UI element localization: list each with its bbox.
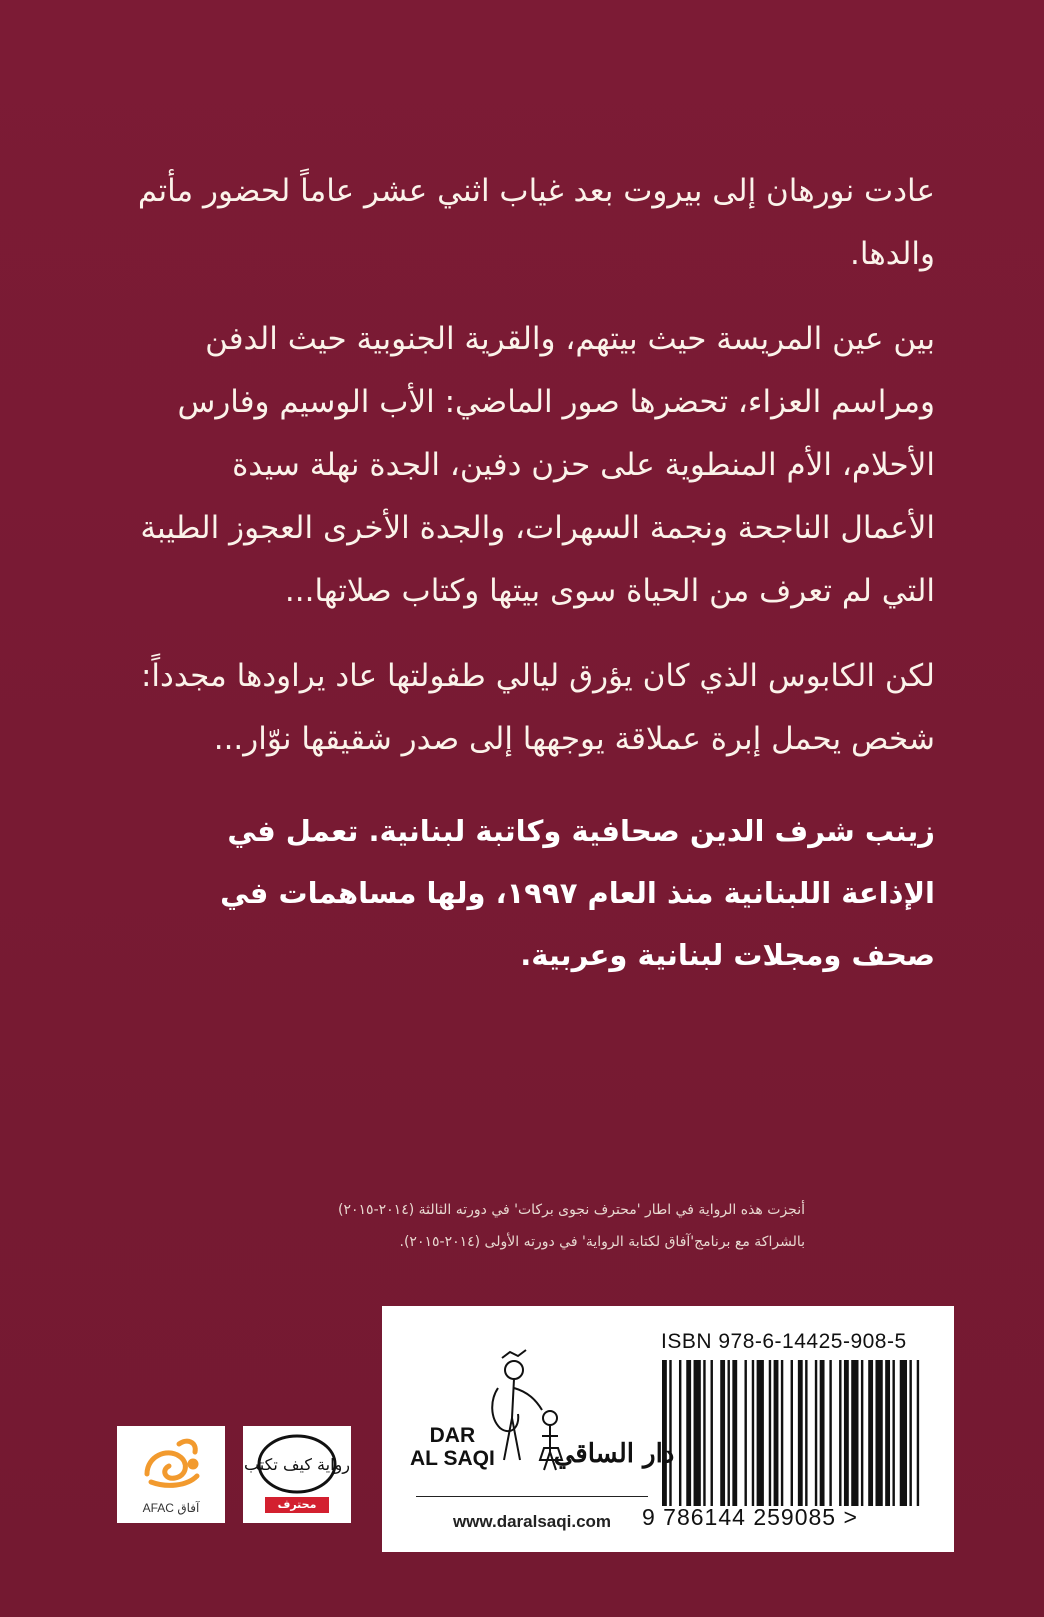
afac-logo — [117, 1426, 225, 1523]
kayf-tag: محترف — [265, 1497, 329, 1513]
kayf-taktub-emblem-icon — [243, 1426, 351, 1496]
synopsis-paragraph-1: عادت نورهان إلى بيروت بعد غياب اثني عشر عاماً لحضور مأتم والدها. — [137, 173, 935, 272]
isbn-label: ISBN 978-6-14425-908-5 — [661, 1330, 907, 1353]
publisher-name-ar: دار الساقي — [553, 1439, 675, 1469]
synopsis-paragraph-3: لكن الكابوس الذي كان يؤرق ليالي طفولتها عاد يراودها مجدداً: شخص يحمل إبرة عملاقة يوجهها إلى صدر شقيقها نوّار... — [140, 658, 935, 757]
afac-emblem-icon — [117, 1426, 225, 1496]
kayf-taktub-wordmark: رواية كيف تكتب — [244, 1455, 350, 1474]
barcode-image — [662, 1360, 924, 1506]
synopsis-paragraph-2: بين عين المريسة حيث بيتهم، والقرية الجنوبية حيث الدفن ومراسم العزاء، تحضرها صور الماضي: الأب الوسيم وفارس الأحلام، الأم المنطوية على حزن دفين، الجدة نهلة سيدة الأعمال الناجحة ونجمة السهرات، والجدة الأخرى العجوز الطيبة التي لم تعرف من الحياة سوى بيتها وكتاب صلاتها... — [140, 321, 935, 609]
publisher-name-line-2: AL SAQI — [410, 1447, 495, 1470]
credits-line-2: بالشراكة مع برنامج'آفاق لكتابة الرواية' في دورته الأولى (٢٠١٤-٢٠١٥). — [399, 1234, 805, 1250]
publisher-name-en — [410, 1424, 495, 1470]
credits-note — [338, 1194, 805, 1258]
author-bio: زينب شرف الدين صحافية وكاتبة لبنانية. تعمل في الإذاعة اللبنانية منذ العام ١٩٩٧، ولها مساهمات في صحف ومجلات لبنانية وعربية. — [220, 814, 935, 972]
divider — [416, 1496, 648, 1497]
publisher-name-ar-logo — [553, 1418, 675, 1474]
barcode-panel — [382, 1306, 954, 1552]
barcode-digits: 9 786144 259085 > — [642, 1504, 858, 1530]
credits-line-1: أنجزت هذه الرواية في اطار 'محترف نجوى بركات' في دورته الثالثة (٢٠١٤-٢٠١٥) — [338, 1202, 805, 1218]
synopsis — [130, 160, 935, 793]
publisher-name-line-1: DAR — [429, 1424, 476, 1447]
publisher-url[interactable]: www.daralsaqi.com — [452, 1512, 612, 1531]
afac-label: AFAC آفاق — [142, 1501, 200, 1515]
kayf-taktub-logo — [243, 1426, 351, 1523]
